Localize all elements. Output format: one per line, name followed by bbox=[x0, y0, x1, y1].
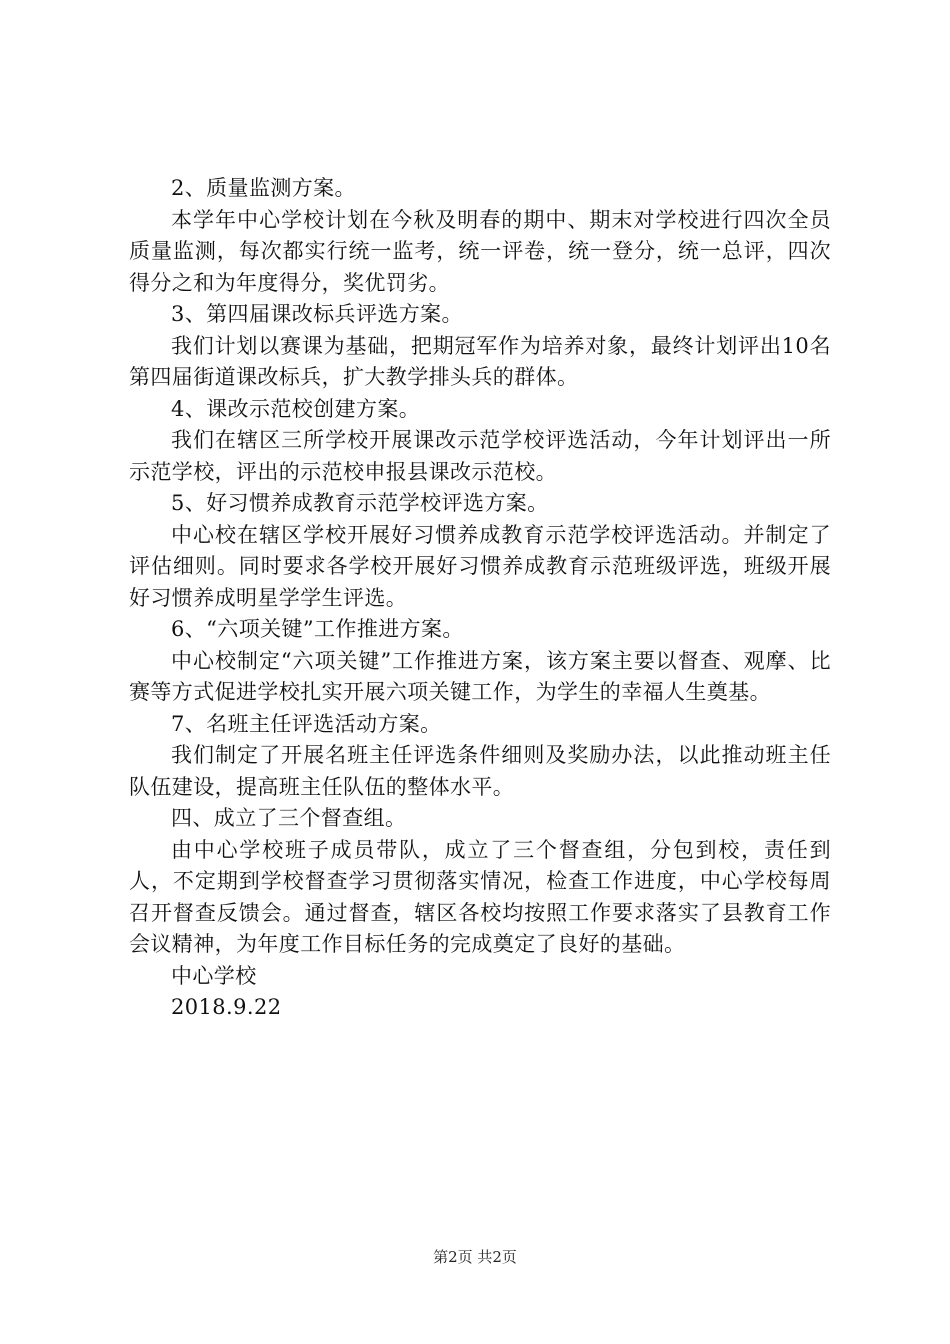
paragraph-heading-demo-school: 4、课改示范校创建方案。 bbox=[171, 396, 421, 421]
paragraph-six-keys: 中心校制定“六项关键”工作推进方案，该方案主要以督查、观摩、比赛等方式促进学校扎实开展六项关键工作，为学生的幸福人生奠基。 bbox=[129, 648, 831, 704]
paragraph-heading-reform-model: 3、第四届课改标兵评选方案。 bbox=[171, 302, 463, 326]
page-number-footer: 第2页 共2页 bbox=[433, 1248, 517, 1266]
paragraph-good-habits: 中心校在辖区学校开展好习惯养成教育示范学校评选活动。并制定了评估细则。同时要求各学校开展好习惯养成教育示范班级评选，班级开展好习惯养成明星学学生评选。 bbox=[129, 522, 831, 610]
paragraph-reform-model: 我们计划以赛课为基础，把期冠军作为培养对象，最终计划评出10名第四届街道课改标兵，扩大教学排头兵的群体。 bbox=[129, 333, 831, 389]
paragraph-heading-head-teacher: 7、名班主任评选活动方案。 bbox=[171, 711, 442, 736]
paragraph-heading-inspection-groups: 四、成立了三个督查组。 bbox=[171, 806, 407, 830]
paragraph-head-teacher: 我们制定了开展名班主任评选条件细则及奖励办法，以此推动班主任队伍建设，提高班主任队伍的整体水平。 bbox=[129, 743, 831, 799]
paragraph-quality-monitoring: 本学年中心学校计划在今秋及明春的期中、期末对学校进行四次全员质量监测，每次都实行统一监考，统一评卷，统一登分，统一总评，四次得分之和为年度得分，奖优罚劣。 bbox=[129, 207, 831, 295]
signature-organization: 中心学校 bbox=[171, 963, 257, 988]
paragraph-demo-school: 我们在辖区三所学校开展课改示范学校评选活动，今年计划评出一所示范学校，评出的示范校申报县课改示范校。 bbox=[129, 428, 831, 484]
paragraph-inspection-groups: 由中心学校班子成员带队，成立了三个督查组，分包到校，责任到人，不定期到学校督查学习贯彻落实情况，检查工作进度，中心学校每周召开督查反馈会。通过督查，辖区各校均按照工作要求落实了县教育工作会议精神，为年度工作目标任务的完成奠定了良好的基础。 bbox=[129, 837, 831, 956]
paragraph-heading-good-habits: 5、好习惯养成教育示范学校评选方案。 bbox=[171, 491, 549, 515]
paragraph-heading-quality-monitoring: 2、质量监测方案。 bbox=[171, 176, 356, 200]
signature-date: 2018.9.22 bbox=[171, 995, 282, 1019]
document-body bbox=[129, 173, 831, 1024]
paragraph-heading-six-keys: 6、“六项关键”工作推进方案。 bbox=[171, 617, 464, 641]
